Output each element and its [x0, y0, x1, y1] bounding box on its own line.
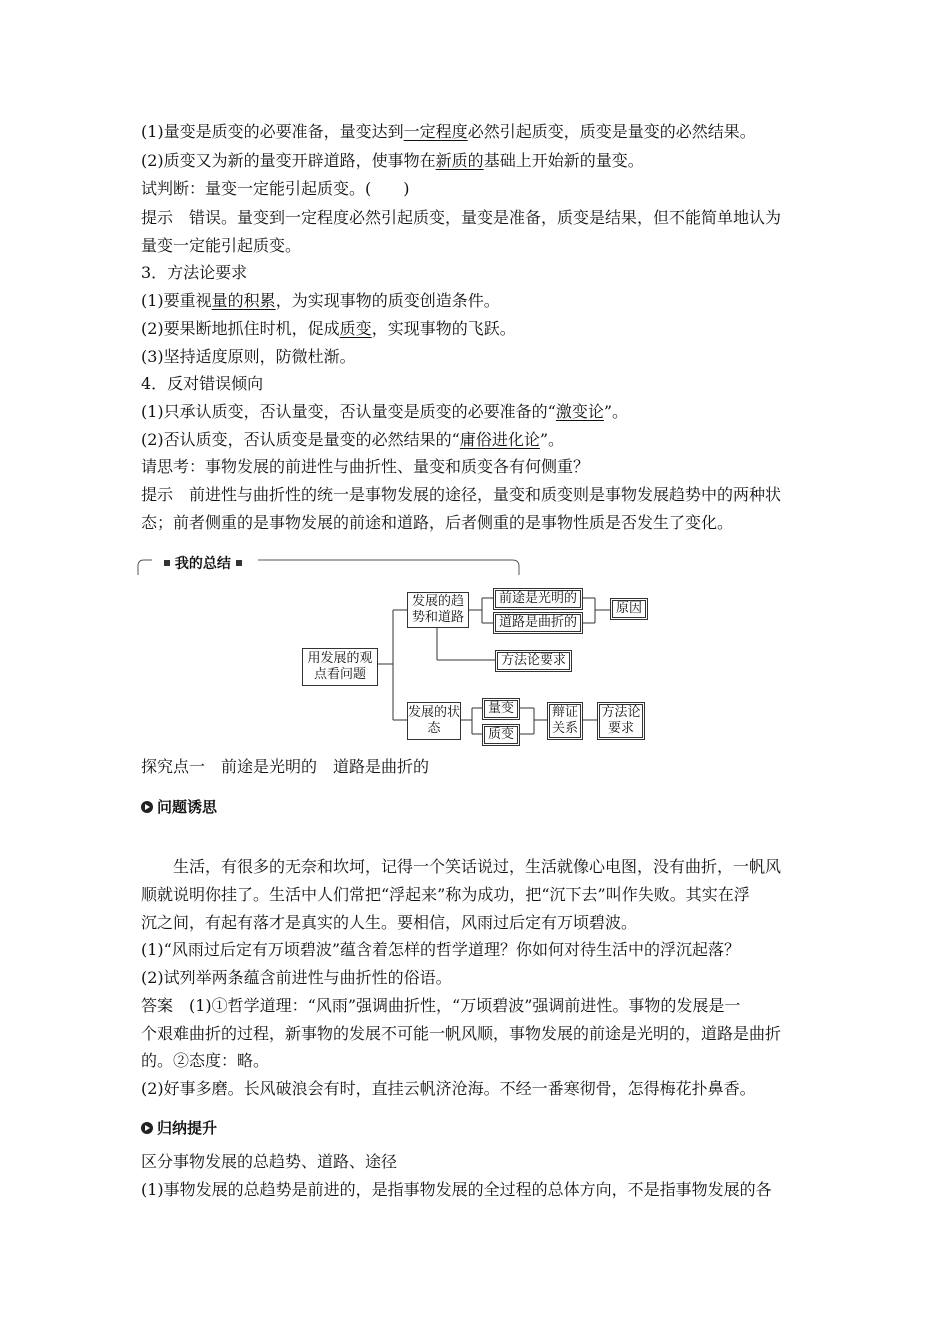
text-line: 生活，有很多的无奈和坎坷，记得一个笑话说过，生活就像心电图，没有曲折，一帆风	[173, 857, 782, 876]
text-line: 态；前者侧重的是事物发展的前途和道路，后者侧重的是事物性质是否发生了变化。	[141, 513, 734, 532]
text-line: (1)量变是质变的必要准备，量变达到一定程度必然引起质变，质变是量变的必然结果。	[141, 122, 756, 141]
text-line: 答案 (1)①哲学道理：“风雨”强调曲折性，“万顷碧波”强调前进性。事物的发展是一	[141, 996, 741, 1015]
text-line: (1)只承认质变，否认量变，否认量变是质变的必要准备的“激变论”。	[141, 402, 629, 421]
text-line: 顺就说明你挂了。生活中人们常把“浮起来”称为成功，把“沉下去”叫作失败。其实在浮	[141, 885, 750, 904]
explore-title: 探究点一 前途是光明的 道路是曲折的	[141, 757, 430, 776]
play-icon	[141, 1122, 153, 1134]
section-heading: 归纳提升	[141, 1118, 217, 1138]
text-line: (2)试列举两条蕴含前进性与曲折性的俗语。	[141, 968, 452, 987]
text-line: (1)要重视量的积累，为实现事物的质变创造条件。	[141, 291, 500, 310]
text-line: 3．方法论要求	[141, 263, 248, 282]
text-line: 沉之间，有起有落才是真实的人生。要相信，风雨过后定有万顷碧波。	[141, 913, 638, 932]
text-line: (2)质变又为新的量变开辟道路，使事物在新质的基础上开始新的量变。	[141, 151, 644, 170]
summary-title: 我的总结	[160, 553, 246, 573]
summary-state-box: 发展的状态	[407, 702, 461, 740]
text-line: (2)要果断地抓住时机，促成质变，实现事物的飞跃。	[141, 319, 516, 338]
summary-reason-box: 原因	[610, 598, 648, 620]
text-line: 请思考：事物发展的前进性与曲折性、量变和质变各有何侧重？	[141, 457, 590, 476]
summary-quant-box: 量变	[482, 698, 520, 720]
summary-method1-box: 方法论要求	[495, 650, 572, 672]
text-line: 量变一定能引起质变。	[141, 236, 302, 255]
text-line: 个艰难曲折的过程，新事物的发展不可能一帆风顺，事物发展的前途是光明的，道路是曲折	[141, 1024, 782, 1043]
text-line: 区分事物发展的总趋势、道路、途径	[141, 1152, 398, 1171]
summary-root-box: 用发展的观点看问题	[302, 648, 378, 686]
summary-trend-box: 发展的趋势和道路	[407, 592, 469, 628]
section-heading: 问题诱思	[141, 797, 217, 817]
text-line: 4．反对错误倾向	[141, 374, 264, 393]
text-line: (1)事物发展的总趋势是前进的，是指事物发展的全过程的总体方向，不是指事物发展的各	[141, 1180, 772, 1199]
text-line: (2)否认质变，否认质变是量变的必然结果的“庸俗进化论”。	[141, 430, 565, 449]
text-line: (2)好事多磨。长风破浪会有时，直挂云帆济沧海。不经一番寒彻骨，怎得梅花扑鼻香。	[141, 1079, 756, 1098]
summary-method2-box: 方法论要求	[597, 702, 645, 740]
play-icon	[141, 801, 153, 813]
text-line: 提示 错误。量变到一定程度必然引起质变，量变是准备，质变是结果，但不能简单地认为	[141, 208, 782, 227]
text-line: 试判断：量变一定能引起质变。( )	[141, 179, 410, 198]
text-line: 的。②态度：略。	[141, 1051, 270, 1070]
summary-dialectic-box: 辩证关系	[547, 702, 583, 740]
summary-winding-box: 道路是曲折的	[493, 612, 583, 634]
text-line: 提示 前进性与曲折性的统一是事物发展的途径，量变和质变则是事物发展趋势中的两种状	[141, 485, 782, 504]
summary-bright-box: 前途是光明的	[493, 588, 583, 610]
summary-qual-box: 质变	[482, 724, 520, 746]
text-line: (3)坚持适度原则，防微杜渐。	[141, 347, 356, 366]
text-line: (1)“风雨过后定有万顷碧波”蕴含着怎样的哲学道理？你如何对待生活中的浮沉起落？	[141, 940, 741, 959]
